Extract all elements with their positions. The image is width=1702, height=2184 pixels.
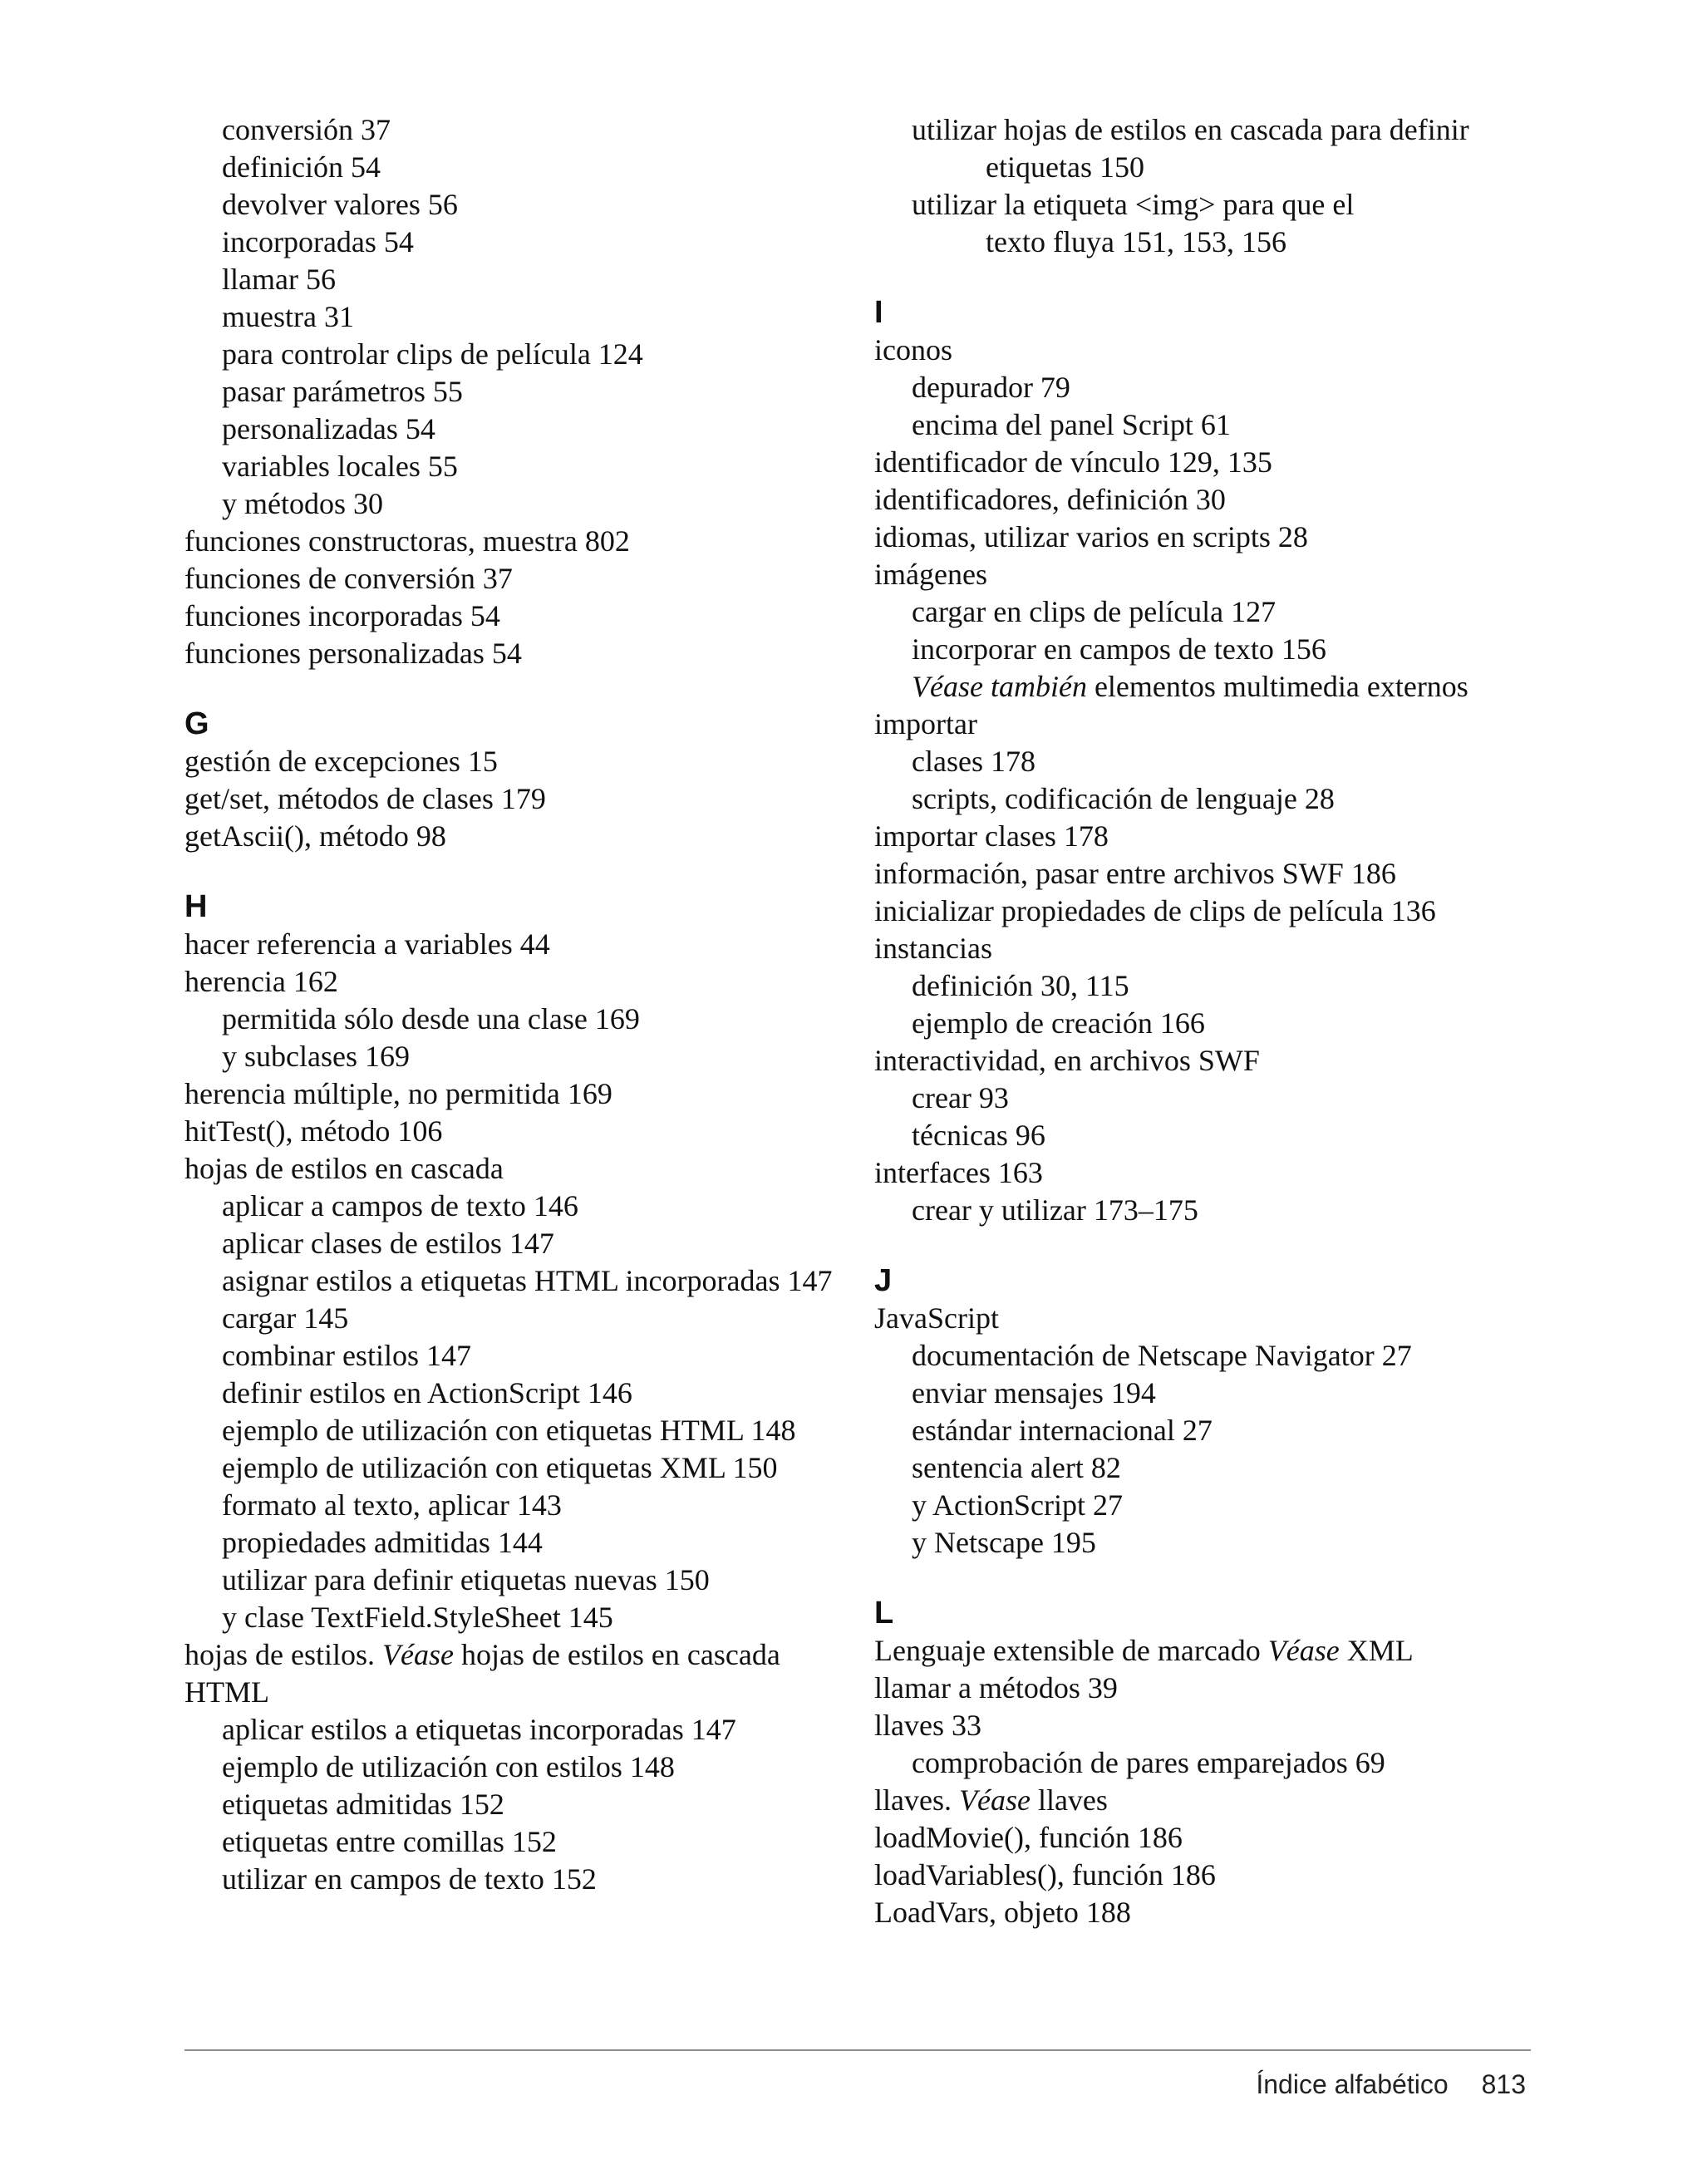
index-entry (184, 1636, 849, 1674)
index-entry: hojas de estilos en cascada (184, 1152, 504, 1185)
index-entry: identificadores, definición 30 (874, 483, 1226, 516)
index-subentry: ejemplo de utilización con estilos 148 (222, 1750, 675, 1783)
index-subentry: comprobación de pares emparejados 69 (912, 1746, 1385, 1779)
index-subentry: ejemplo de creación 166 (912, 1006, 1205, 1040)
index-subentry: utilizar la etiqueta <img> para que el (912, 188, 1355, 221)
entry-text: Lenguaje extensible de marcado (874, 1634, 1268, 1667)
index-subentry: etiquetas 150 (986, 150, 1144, 184)
index-subentry: y ActionScript 27 (912, 1488, 1123, 1522)
entry-text: hojas de estilos en cascada (453, 1638, 780, 1671)
see-reference-italic: Véase también (912, 670, 1087, 703)
index-subentry: técnicas 96 (912, 1119, 1045, 1152)
index-subentry: utilizar para definir etiquetas nuevas 150 (222, 1563, 710, 1596)
index-subentry: crear 93 (912, 1081, 1009, 1114)
index-entry: interfaces 163 (874, 1156, 1043, 1189)
index-subentry (874, 668, 1506, 706)
index-subentry: pasar parámetros 55 (222, 375, 463, 408)
index-subentry: muestra 31 (222, 300, 354, 333)
page-number: 813 (1481, 2069, 1526, 2099)
index-entry: LoadVars, objeto 188 (874, 1896, 1131, 1929)
index-entry: funciones incorporadas 54 (184, 599, 500, 632)
index-subentry: incorporadas 54 (222, 225, 414, 258)
index-subentry: depurador 79 (912, 371, 1070, 404)
index-entry: información, pasar entre archivos SWF 186 (874, 857, 1396, 890)
index-subentry: documentación de Netscape Navigator 27 (912, 1339, 1412, 1372)
index-subentry: permitida sólo desde una clase 169 (222, 1002, 640, 1035)
index-subentry: aplicar estilos a etiquetas incorporadas 147 (222, 1713, 736, 1746)
index-subentry: definir estilos en ActionScript 146 (222, 1376, 632, 1409)
index-subentry: estándar internacional 27 (912, 1414, 1213, 1447)
index-entry: get/set, métodos de clases 179 (184, 782, 546, 815)
index-subentry: ejemplo de utilización con etiquetas HTML 148 (222, 1414, 796, 1447)
footer-rule (184, 2049, 1531, 2051)
see-reference-italic: Véase (1267, 1634, 1340, 1667)
index-subentry: asignar estilos a etiquetas HTML incorporadas 147 (222, 1264, 833, 1297)
index-entry (874, 1632, 1506, 1670)
index-entry: getAscii(), método 98 (184, 819, 446, 853)
index-subentry: devolver valores 56 (222, 188, 458, 221)
index-entry: idiomas, utilizar varios en scripts 28 (874, 520, 1308, 553)
index-entry: herencia múltiple, no permitida 169 (184, 1077, 612, 1110)
page-footer (1256, 2069, 1526, 2100)
index-subentry: aplicar clases de estilos 147 (222, 1227, 554, 1260)
index-entry: HTML (184, 1675, 269, 1709)
index-subentry: llamar 56 (222, 263, 336, 296)
index-entry: funciones constructoras, muestra 802 (184, 524, 630, 558)
index-subentry: enviar mensajes 194 (912, 1376, 1156, 1409)
index-entry: funciones personalizadas 54 (184, 637, 522, 670)
index-entry: importar (874, 707, 977, 740)
entry-text: llaves. (874, 1783, 959, 1817)
index-entry (874, 1782, 1506, 1819)
index-subentry: cargar en clips de película 127 (912, 595, 1276, 628)
index-subentry: utilizar hojas de estilos en cascada para definir (912, 113, 1469, 146)
index-entry: llamar a métodos 39 (874, 1671, 1118, 1704)
footer-section-title: Índice alfabético (1256, 2069, 1449, 2099)
index-entry: hacer referencia a variables 44 (184, 927, 550, 961)
index-subentry: formato al texto, aplicar 143 (222, 1488, 562, 1522)
index-section-letter: L (874, 1596, 894, 1631)
see-reference-italic: Véase (381, 1638, 454, 1671)
index-subentry: aplicar a campos de texto 146 (222, 1189, 578, 1222)
index-entry: interactividad, en archivos SWF (874, 1044, 1260, 1077)
index-entry: llaves 33 (874, 1709, 981, 1742)
index-subentry: utilizar en campos de texto 152 (222, 1862, 597, 1896)
index-subentry: y Netscape 195 (912, 1526, 1096, 1559)
index-entry: imágenes (874, 558, 987, 591)
index-subentry: para controlar clips de película 124 (222, 337, 643, 371)
index-subentry: texto fluya 151, 153, 156 (986, 225, 1286, 258)
index-section-letter: G (184, 706, 209, 741)
index-column-right (874, 111, 1506, 1931)
index-subentry: clases 178 (912, 745, 1035, 778)
index-section-letter: J (874, 1263, 893, 1298)
index-column-left (184, 111, 849, 1898)
index-subentry: y métodos 30 (222, 487, 383, 520)
entry-text: XML (1339, 1634, 1414, 1667)
index-subentry: sentencia alert 82 (912, 1451, 1121, 1484)
index-subentry: personalizadas 54 (222, 412, 435, 445)
entry-text: llaves (1030, 1783, 1108, 1817)
index-entry: instancias (874, 932, 992, 965)
index-entry: loadMovie(), función 186 (874, 1821, 1183, 1854)
index-subentry: cargar 145 (222, 1301, 349, 1335)
index-subentry: definición 30, 115 (912, 969, 1129, 1002)
index-subentry: definición 54 (222, 150, 381, 184)
index-subentry: etiquetas entre comillas 152 (222, 1825, 557, 1858)
index-entry: importar clases 178 (874, 819, 1109, 853)
index-entry: funciones de conversión 37 (184, 562, 513, 595)
index-subentry: encima del panel Script 61 (912, 408, 1231, 441)
index-subentry: crear y utilizar 173–175 (912, 1193, 1198, 1227)
index-entry: JavaScript (874, 1301, 999, 1335)
index-subentry: propiedades admitidas 144 (222, 1526, 543, 1559)
index-subentry: y subclases 169 (222, 1040, 410, 1073)
see-reference-italic: Véase (958, 1783, 1031, 1817)
index-subentry: scripts, codificación de lenguaje 28 (912, 782, 1335, 815)
entry-text: hojas de estilos. (184, 1638, 382, 1671)
index-subentry: combinar estilos 147 (222, 1339, 471, 1372)
index-subentry: etiquetas admitidas 152 (222, 1788, 504, 1821)
index-subentry: incorporar en campos de texto 156 (912, 632, 1326, 666)
index-subentry: variables locales 55 (222, 450, 458, 483)
entry-text: elementos multimedia externos (1086, 670, 1468, 703)
index-entry: iconos (874, 333, 952, 366)
index-entry: inicializar propiedades de clips de película 136 (874, 894, 1436, 927)
index-subentry: y clase TextField.StyleSheet 145 (222, 1601, 613, 1634)
index-section-letter: H (184, 889, 208, 924)
index-entry: gestión de excepciones 15 (184, 745, 498, 778)
index-subentry: ejemplo de utilización con etiquetas XML 150 (222, 1451, 778, 1484)
index-entry: identificador de vínculo 129, 135 (874, 445, 1272, 479)
index-section-letter: I (874, 295, 883, 330)
index-entry: loadVariables(), función 186 (874, 1858, 1216, 1891)
index-entry: hitTest(), método 106 (184, 1114, 443, 1148)
index-subentry: conversión 37 (222, 113, 391, 146)
index-entry: herencia 162 (184, 965, 338, 998)
